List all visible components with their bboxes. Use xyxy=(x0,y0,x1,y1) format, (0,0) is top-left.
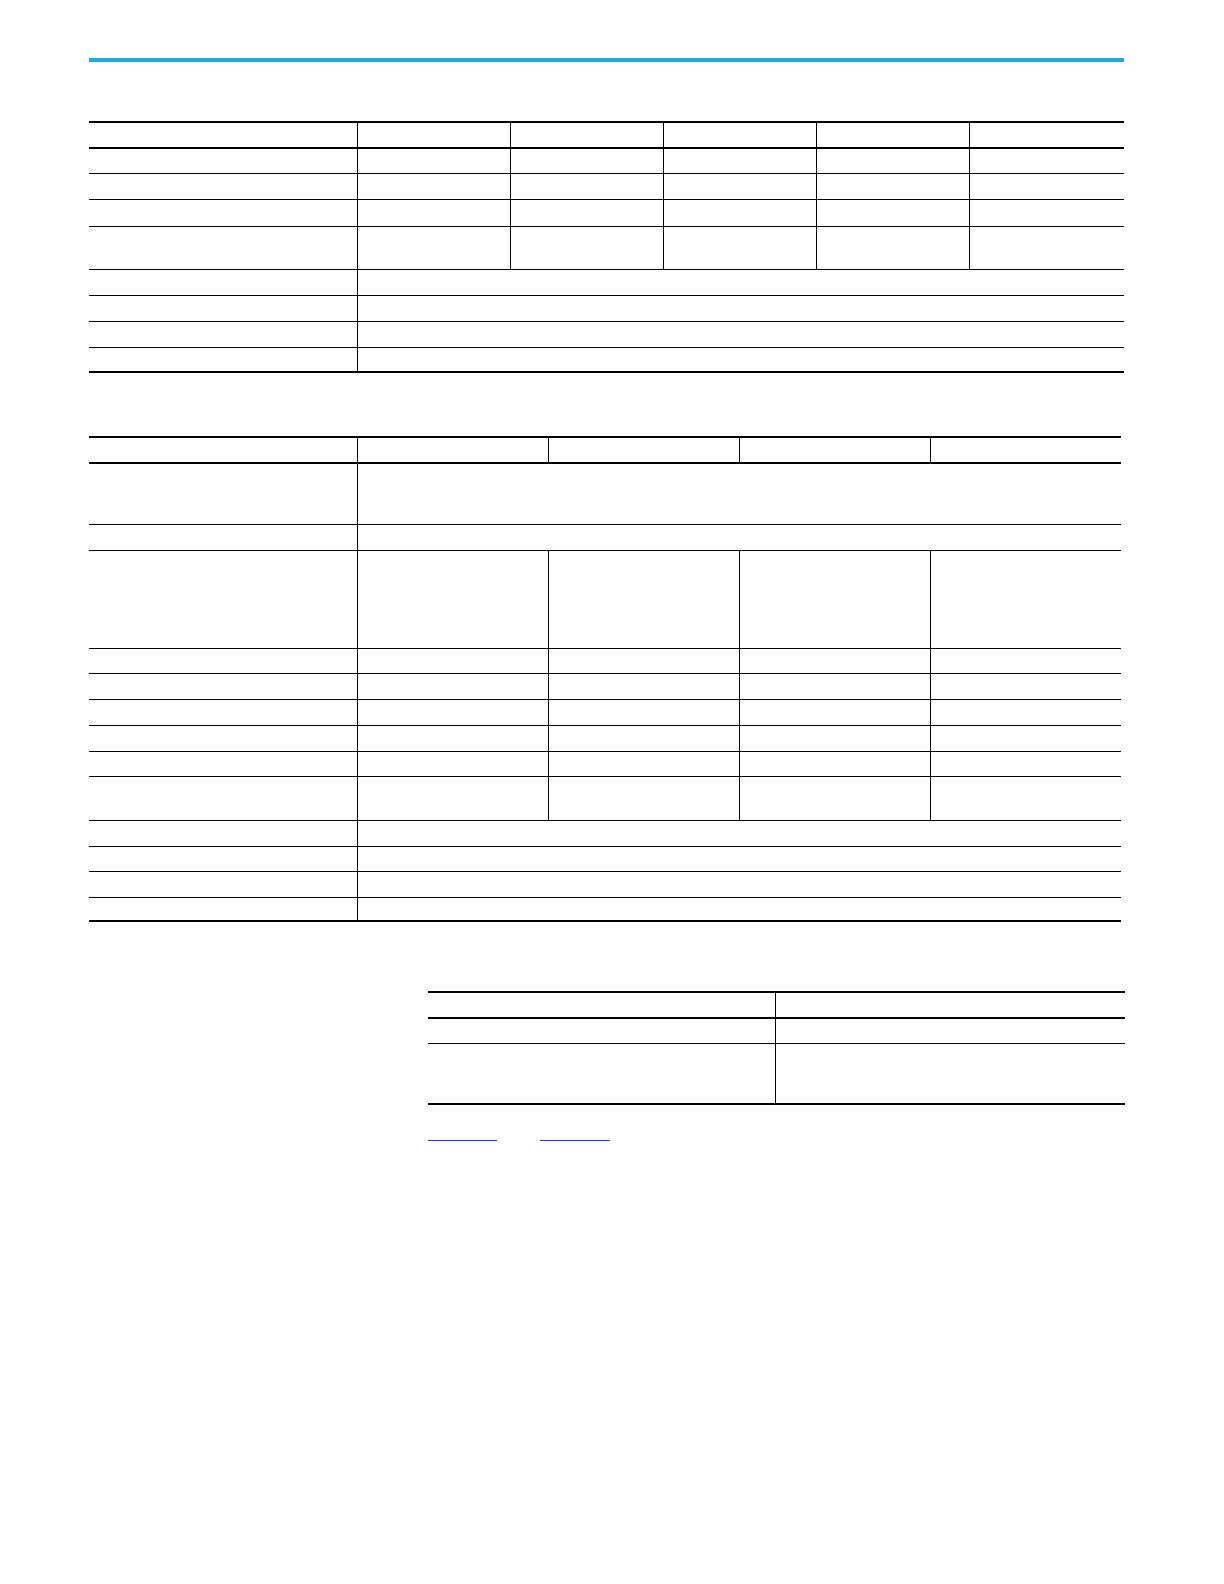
table-cell xyxy=(739,725,930,751)
table-cell xyxy=(89,699,357,725)
table-cell xyxy=(548,673,739,699)
table-row xyxy=(89,846,1121,871)
table-row xyxy=(89,199,1124,226)
table-cell xyxy=(930,699,1121,725)
table-cell xyxy=(739,673,930,699)
table-cell xyxy=(739,437,930,463)
reference-link-1[interactable] xyxy=(428,1128,497,1141)
table-cell xyxy=(510,199,663,226)
table-cell xyxy=(548,437,739,463)
table-cell xyxy=(930,776,1121,820)
spec-table-1 xyxy=(89,121,1124,373)
table-cell xyxy=(930,725,1121,751)
table-cell xyxy=(930,437,1121,463)
table-cell xyxy=(775,1043,1125,1104)
table-cell xyxy=(89,751,357,776)
table-row xyxy=(428,1018,1125,1043)
table-row xyxy=(89,269,1124,295)
table-cell-merged xyxy=(357,269,1124,295)
table-cell xyxy=(739,699,930,725)
footnote-links xyxy=(428,1128,628,1142)
table-cell xyxy=(89,550,357,648)
table-cell xyxy=(89,820,357,846)
table-cell-merged xyxy=(357,463,1121,524)
spec-table-3 xyxy=(428,991,1125,1105)
table-cell xyxy=(89,463,357,524)
table-cell xyxy=(663,148,816,173)
reference-link-2[interactable] xyxy=(540,1128,610,1141)
table-cell xyxy=(816,148,969,173)
table-row xyxy=(89,321,1124,347)
table-row xyxy=(89,751,1121,776)
table-cell xyxy=(357,725,548,751)
table-header-row xyxy=(89,437,1121,463)
table-cell xyxy=(89,122,357,148)
table-cell-merged xyxy=(357,321,1124,347)
table-row xyxy=(89,699,1121,725)
table-row xyxy=(89,648,1121,673)
table-cell-merged xyxy=(357,524,1121,550)
table-cell xyxy=(663,173,816,199)
table-cell xyxy=(89,524,357,550)
table-cell xyxy=(548,751,739,776)
table-cell xyxy=(89,269,357,295)
table-cell xyxy=(357,550,548,648)
table-cell xyxy=(739,751,930,776)
table-cell xyxy=(775,992,1125,1018)
table-row xyxy=(89,173,1124,199)
table-cell xyxy=(930,648,1121,673)
spec-table-2 xyxy=(89,436,1121,922)
table-cell xyxy=(548,648,739,673)
table-cell xyxy=(357,437,548,463)
table-cell xyxy=(89,846,357,871)
table-cell xyxy=(969,199,1124,226)
table-cell xyxy=(357,122,510,148)
table-cell xyxy=(663,226,816,269)
table-cell xyxy=(548,699,739,725)
table-cell xyxy=(510,122,663,148)
header-accent-rule xyxy=(89,58,1124,62)
table-cell xyxy=(89,199,357,226)
table-cell xyxy=(548,776,739,820)
table-row xyxy=(89,776,1121,820)
table-cell xyxy=(663,122,816,148)
table-cell xyxy=(89,295,357,321)
table-cell xyxy=(816,122,969,148)
table-cell xyxy=(739,550,930,648)
table-row xyxy=(89,524,1121,550)
table-cell xyxy=(357,226,510,269)
table-cell xyxy=(969,122,1124,148)
table-cell xyxy=(89,347,357,372)
table-cell xyxy=(89,321,357,347)
table-row xyxy=(89,871,1121,897)
table-cell-merged xyxy=(357,871,1121,897)
table-cell xyxy=(739,648,930,673)
table-row xyxy=(89,897,1121,921)
table-cell xyxy=(357,776,548,820)
table-row xyxy=(89,820,1121,846)
table-cell xyxy=(548,725,739,751)
table-cell xyxy=(548,550,739,648)
table-cell xyxy=(816,199,969,226)
table-row xyxy=(89,550,1121,648)
table-cell xyxy=(357,648,548,673)
table-cell xyxy=(89,776,357,820)
table-row xyxy=(428,1043,1125,1104)
table-cell xyxy=(89,173,357,199)
table-cell xyxy=(510,173,663,199)
table-row xyxy=(89,226,1124,269)
table-cell xyxy=(930,550,1121,648)
table-cell xyxy=(357,199,510,226)
table-cell xyxy=(775,1018,1125,1043)
table-cell xyxy=(510,226,663,269)
table-cell-merged xyxy=(357,820,1121,846)
table-cell xyxy=(357,751,548,776)
table-cell xyxy=(89,897,357,921)
table-cell xyxy=(428,1018,775,1043)
table-cell xyxy=(89,648,357,673)
table-cell xyxy=(89,673,357,699)
table-row xyxy=(89,463,1121,524)
table-row xyxy=(89,295,1124,321)
table-cell xyxy=(428,1043,775,1104)
table-cell xyxy=(357,673,548,699)
table-cell xyxy=(969,226,1124,269)
table-row xyxy=(89,725,1121,751)
table-cell xyxy=(510,148,663,173)
table-row xyxy=(89,148,1124,173)
table-cell-merged xyxy=(357,295,1124,321)
table-cell xyxy=(816,226,969,269)
table-cell xyxy=(816,173,969,199)
table-row xyxy=(89,347,1124,372)
table-cell-merged xyxy=(357,846,1121,871)
table-cell xyxy=(89,226,357,269)
table-cell xyxy=(89,437,357,463)
table-cell xyxy=(739,776,930,820)
table-cell xyxy=(357,173,510,199)
table-cell xyxy=(89,148,357,173)
table-cell xyxy=(357,699,548,725)
table-cell xyxy=(930,673,1121,699)
table-cell xyxy=(89,725,357,751)
table-header-row xyxy=(428,992,1125,1018)
table-cell xyxy=(357,148,510,173)
table-header-row xyxy=(89,122,1124,148)
table-cell xyxy=(969,148,1124,173)
table-row xyxy=(89,673,1121,699)
table-cell xyxy=(930,751,1121,776)
table-cell xyxy=(89,871,357,897)
table-cell-merged xyxy=(357,347,1124,372)
table-cell xyxy=(428,992,775,1018)
table-cell xyxy=(663,199,816,226)
table-cell-merged xyxy=(357,897,1121,921)
table-cell xyxy=(969,173,1124,199)
